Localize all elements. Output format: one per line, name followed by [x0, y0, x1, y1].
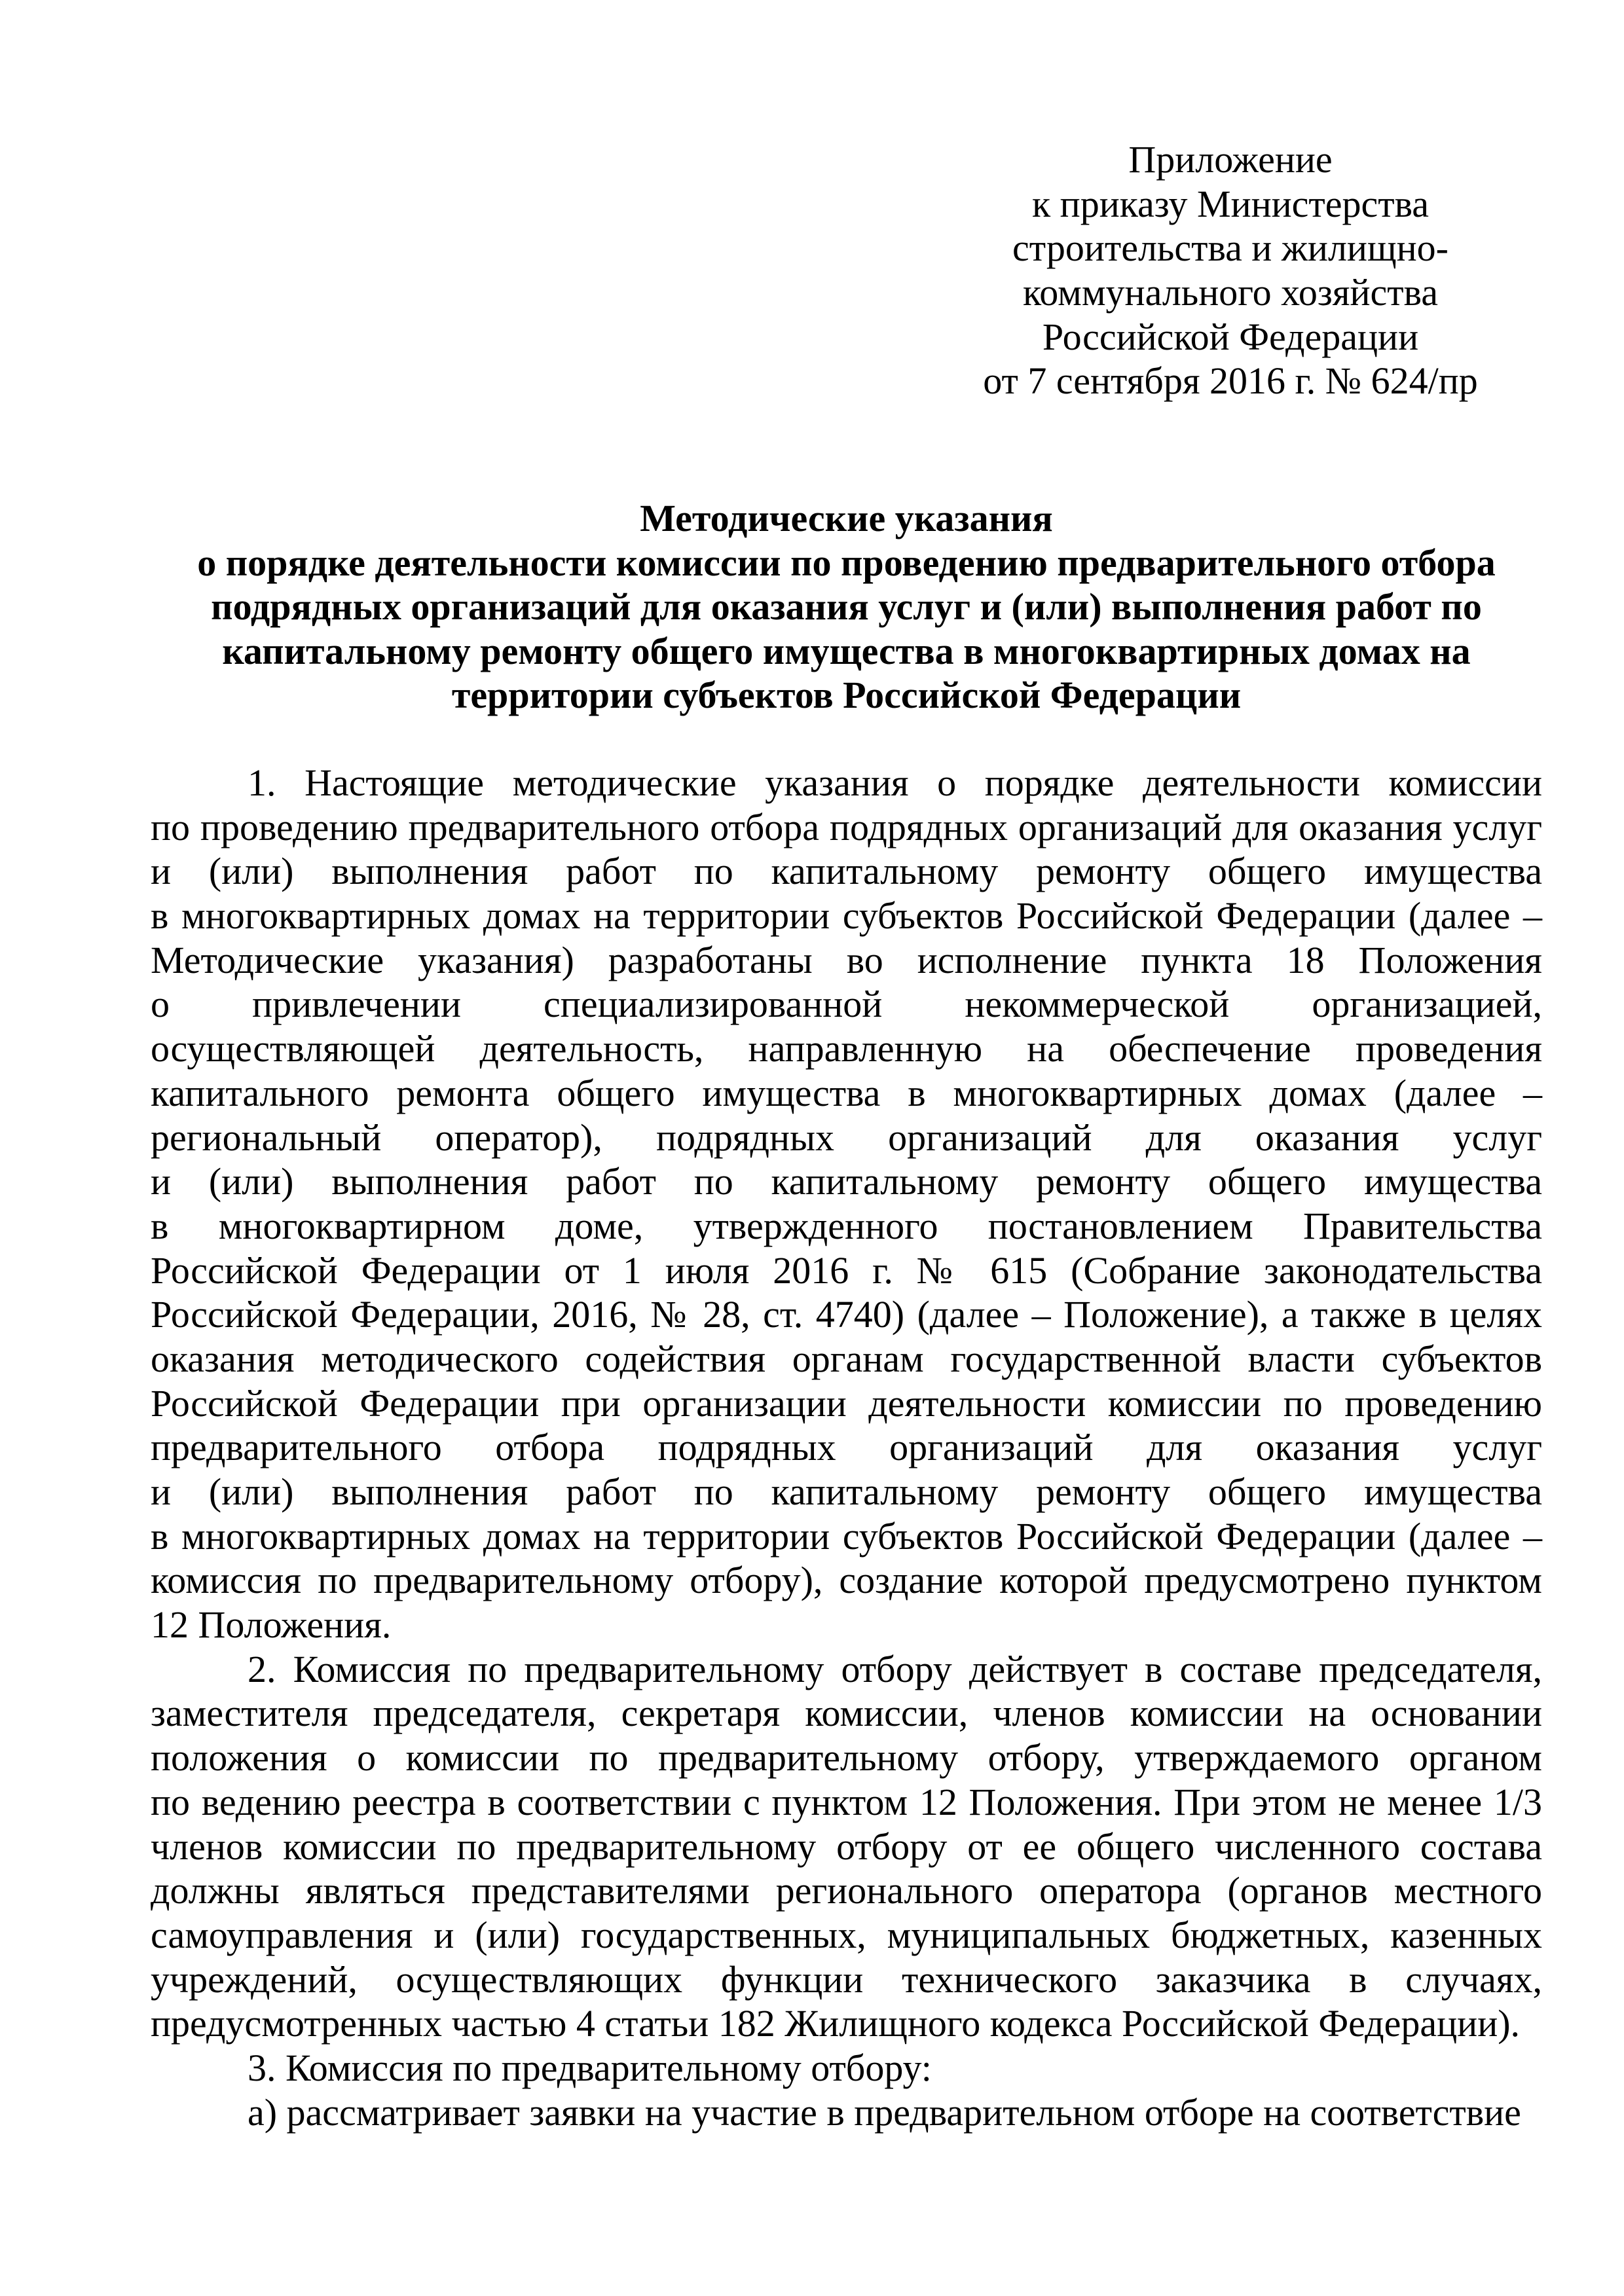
- paragraph-3: [151, 2046, 1542, 2090]
- header-line: строительства и жилищно-: [1012, 227, 1449, 270]
- text-line: предварительного отбора подрядных организаций для оказания услуг: [151, 1426, 1542, 1469]
- paragraph-4: [151, 2090, 1542, 2135]
- text-line: должны являться представителями регионального оператора (органов местного: [151, 1869, 1542, 1912]
- text-line: и (или) выполнения работ по капитальному ремонту общего имущества: [151, 1470, 1542, 1513]
- header-order-reference: от 7 сентября 2016 г. № 624/пр: [983, 359, 1478, 403]
- text-line: в многоквартирном доме, утвержденного постановлением Правительства: [151, 1204, 1542, 1247]
- text-line: Российской Федерации от 1 июля 2016 г. № 615 (Собрание законодательства: [151, 1248, 1542, 1292]
- text-line: в многоквартирных домах на территории субъектов Российской Федерации (далее –: [151, 1514, 1542, 1558]
- header-line: Приложение: [1128, 138, 1333, 181]
- header-line: коммунального хозяйства: [1023, 271, 1438, 314]
- title-line: Методические указания: [640, 497, 1053, 539]
- text-line: по ведению реестра в соответствии с пунктом 12 Положения. При этом не менее 1/3: [151, 1780, 1542, 1823]
- text-line: а) рассматривает заявки на участие в предварительном отборе на соответствие: [248, 2090, 1521, 2134]
- text-line: самоуправления и (или) государственных, муниципальных бюджетных, казенных: [151, 1913, 1542, 1956]
- header-line: Российской Федерации: [1042, 315, 1419, 358]
- title-line: территории субъектов Российской Федерации: [451, 674, 1242, 716]
- text-line: 2. Комиссия по предварительному отбору действует в составе председателя,: [248, 1647, 1542, 1690]
- document-body: [151, 761, 1542, 2134]
- title-line: капитальному ремонту общего имущества в многоквартирных домах на: [222, 629, 1471, 672]
- text-line: 12 Положения.: [151, 1603, 392, 1647]
- text-line: и (или) выполнения работ по капитальному ремонту общего имущества: [151, 1160, 1542, 1203]
- title-line: о порядке деятельности комиссии по проведению предварительного отбора: [197, 541, 1496, 584]
- text-line: оказания методического содействия органам государственной власти субъектов: [151, 1337, 1542, 1380]
- text-line: региональный оператор), подрядных организаций для оказания услуг: [151, 1116, 1542, 1159]
- title-line: подрядных организаций для оказания услуг и (или) выполнения работ по: [211, 585, 1482, 628]
- text-line: Российской Федерации, 2016, № 28, ст. 4740) (далее – Положение), а также в целях: [151, 1293, 1542, 1336]
- paragraph-2: [151, 1647, 1542, 2046]
- text-line: предусмотренных частью 4 статьи 182 Жилищного кодекса Российской Федерации).: [151, 2002, 1521, 2045]
- text-line: осуществляющей деятельность, направленную на обеспечение проведения: [151, 1027, 1542, 1070]
- document-title: [151, 496, 1542, 718]
- paragraph-1: [151, 761, 1542, 1647]
- text-line: членов комиссии по предварительному отбору от ее общего численного состава: [151, 1825, 1542, 1868]
- text-line: о привлечении специализированной некоммерческой организацией,: [151, 983, 1542, 1026]
- text-line: комиссия по предварительному отбору), создание которой предусмотрено пунктом: [151, 1559, 1542, 1602]
- text-line: 3. Комиссия по предварительному отбору:: [248, 2046, 932, 2089]
- text-line: и (или) выполнения работ по капитальному ремонту общего имущества: [151, 850, 1542, 893]
- text-line: 1. Настоящие методические указания о порядке деятельности комиссии: [248, 761, 1542, 804]
- text-line: заместителя председателя, секретаря комиссии, членов комиссии на основании: [151, 1692, 1542, 1735]
- text-line: капитального ремонта общего имущества в многоквартирных домах (далее –: [151, 1071, 1542, 1114]
- text-line: учреждений, осуществляющих функции технического заказчика в случаях,: [151, 1958, 1542, 2001]
- text-line: положения о комиссии по предварительному отбору, утверждаемого органом: [151, 1736, 1542, 1779]
- text-line: Российской Федерации при организации деятельности комиссии по проведению: [151, 1381, 1542, 1425]
- appendix-header: [969, 137, 1492, 403]
- text-line: Методические указания) разработаны во исполнение пункта 18 Положения: [151, 938, 1542, 981]
- text-line: в многоквартирных домах на территории субъектов Российской Федерации (далее –: [151, 894, 1542, 938]
- text-line: по проведению предварительного отбора подрядных организаций для оказания услуг: [151, 805, 1542, 848]
- header-line: к приказу Министерства: [1032, 182, 1429, 225]
